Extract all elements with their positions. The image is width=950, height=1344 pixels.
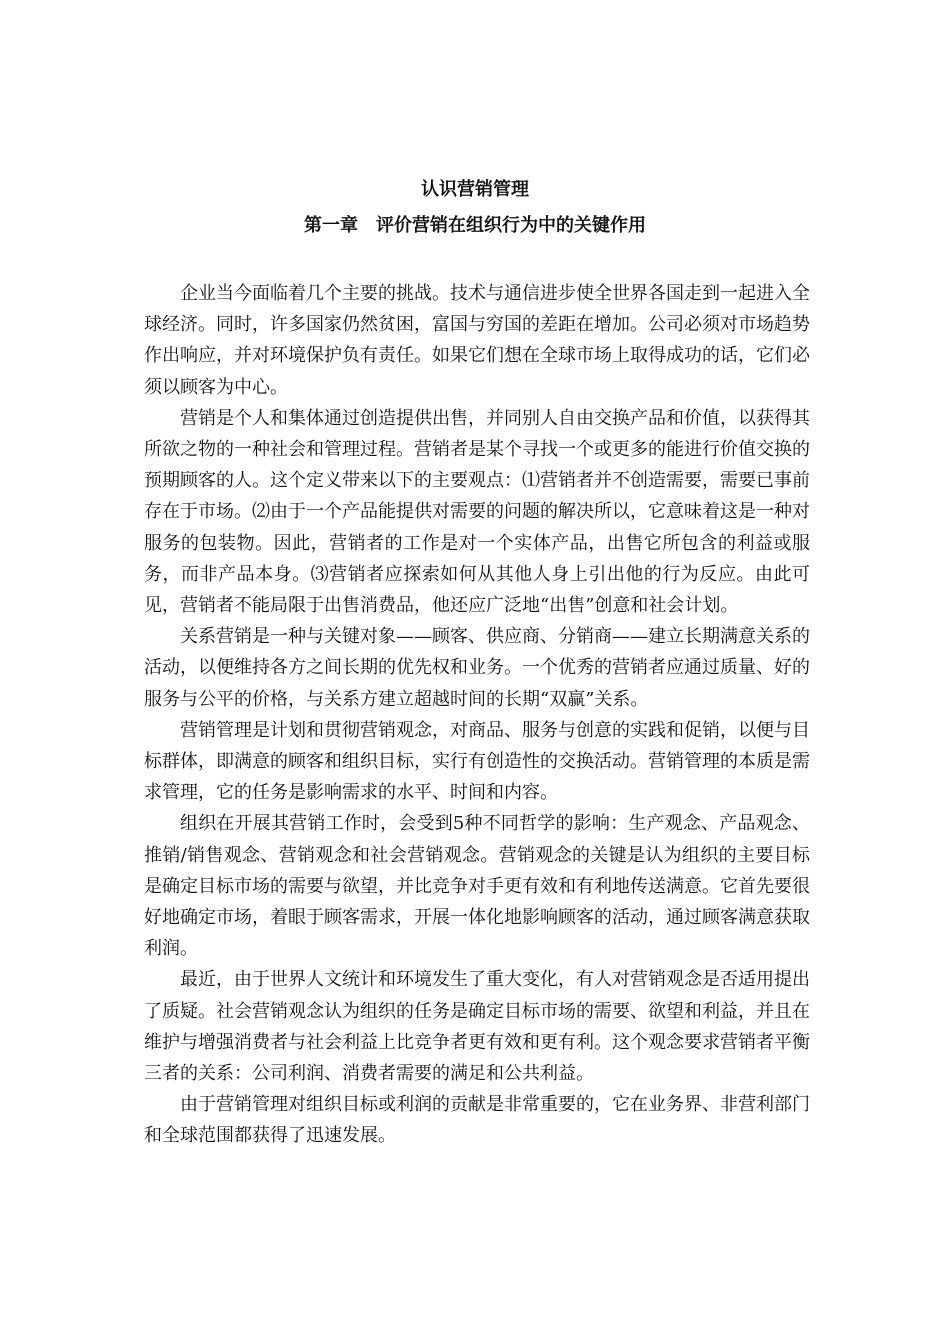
body-paragraph: 组织在开展其营销工作时，会受到5种不同哲学的影响：生产观念、产品观念、推销/销售观念、营销观念和社会营销观念。营销观念的关键是认为组织的主要目标是确定目标市场的需要与欲望，并比竞争对手更有效和有利地传送满意。它首先要很好地确定市场，着眼于顾客需求，开展一体化地影响顾客的活动，通过顾客满意获取利润。 — [144, 813, 810, 960]
document-title: 认识营销管理 — [421, 179, 529, 200]
chapter-title: 第一章 评价营销在组织行为中的关键作用 — [304, 215, 646, 236]
body-paragraph: 企业当今面临着几个主要的挑战。技术与通信进步使全世界各国走到一起进入全球经济。同时，许多国家仍然贫困，富国与穷国的差距在增加。公司必须对市场趋势作出响应，并对环境保护负有责任。如果它们想在全球市场上取得成功的话，它们必须以顾客为中心。 — [144, 283, 810, 398]
body-paragraph: 由于营销管理对组织目标或利润的贡献是非常重要的，它在业务界、非营利部门和全球范围都获得了迅速发展。 — [144, 1094, 810, 1147]
body-paragraph: 营销是个人和集体通过创造提供出售，并同别人自由交换产品和价值，以获得其所欲之物的一种社会和管理过程。营销者是某个寻找一个或更多的能进行价值交换的预期顾客的人。这个定义带来以下的主要观点：⑴营销者并不创造需要，需要已事前存在于市场。⑵由于一个产品能提供对需要的问题的解决所以，它意味着这是一种对服务的包装物。因此，营销者的工作是对一个实体产品，出售它所包含的利益或服务，而非产品本身。⑶营销者应探索如何从其他人身上引出他的行为反应。由此可见，营销者不能局限于出售消费品，他还应广泛地“出售”创意和社会计划。 — [144, 407, 810, 617]
body-paragraph: 关系营销是一种与关键对象——顾客、供应商、分销商——建立长期满意关系的活动，以便维持各方之间长期的优先权和业务。一个优秀的营销者应通过质量、好的服务与公平的价格，与关系方建立超越时间的长期“双赢”关系。 — [144, 626, 810, 710]
body-paragraph: 营销管理是计划和贯彻营销观念，对商品、服务与创意的实践和促销，以便与目标群体，即满意的顾客和组织目标，实行有创造性的交换活动。营销管理的本质是需求管理，它的任务是影响需求的水平、时间和内容。 — [144, 719, 810, 804]
body-paragraph: 最近，由于世界人文统计和环境发生了重大变化，有人对营销观念是否适用提出了质疑。社会营销观念认为组织的任务是确定目标市场的需要、欲望和利益，并且在维护与增强消费者与社会利益上比竞争者更有效和更有利。这个观念要求营销者平衡三者的关系：公司利润、消费者需要的满足和公共利益。 — [144, 969, 810, 1085]
document-body — [144, 278, 810, 1152]
